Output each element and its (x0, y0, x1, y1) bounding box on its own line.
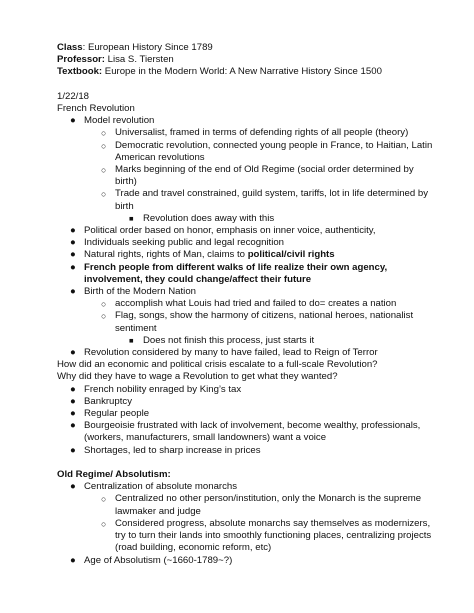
textbook-line (57, 66, 434, 78)
list-item: ■ Does not finish this process, just starts it (129, 334, 315, 346)
disc-bullet-icon: ● (70, 347, 76, 359)
list-item: ● Birth of the Modern Nation (70, 286, 196, 298)
circle-bullet-icon: ○ (101, 165, 107, 176)
topic-line: French Revolution (57, 103, 135, 114)
list-item: ● Age of Absolutism (~1660-1789~?) (70, 554, 233, 566)
list-item: ○ Centralized no other person/institution, only the Monarch is the supreme lawmaker and judge (101, 493, 422, 517)
disc-bullet-icon: ● (70, 286, 76, 298)
list-item: ● Political order based on honor, emphasis on inner voice, authenticity, (70, 225, 376, 237)
circle-bullet-icon: ○ (101, 494, 107, 505)
professor-line (57, 54, 434, 66)
disc-bullet-icon: ● (70, 383, 76, 395)
disc-bullet-icon: ● (70, 237, 76, 249)
list-item: ○ accomplish what Louis had tried and failed to do= creates a nation (101, 298, 397, 310)
absolutism-list (57, 481, 434, 566)
circle-bullet-icon: ○ (101, 518, 107, 529)
professor-value: Lisa S. Tiersten (104, 54, 174, 66)
class-line (57, 42, 434, 54)
disc-bullet-icon: ● (70, 395, 76, 407)
list-item: ● Natural rights, rights of Man, claims to political/civil rights (70, 249, 335, 261)
spacer (57, 457, 434, 469)
list-item: ● Model revolution (70, 115, 155, 127)
spacer (57, 79, 434, 91)
list-item: ○ Considered progress, absolute monarchs say themselves as modernizers, try to turn their lands into smoothly functioning places, centralizing projects (road building, economic reform, etc) (101, 517, 432, 554)
circle-bullet-icon: ○ (101, 140, 107, 151)
list-item: ● Revolution considered by many to have failed, lead to Reign of Terror (70, 347, 378, 359)
disc-bullet-icon: ● (70, 481, 76, 493)
disc-bullet-icon: ● (70, 444, 76, 456)
circle-bullet-icon: ○ (101, 128, 107, 139)
list-item: ○ Universalist, framed in terms of defending rights of all people (theory) (101, 127, 409, 139)
list-item: ○ Democratic revolution, connected young people in France, to Haitian, Latin American revolutions (101, 139, 433, 163)
class-label: Class (57, 42, 83, 53)
list-item: ● Shortages, led to sharp increase in prices (70, 444, 261, 456)
notes-list (57, 115, 434, 359)
list-item: ■ Revolution does away with this (129, 212, 275, 224)
list-item: ○ Trade and travel constrained, guild system, tariffs, lot in life determined by birth (101, 188, 429, 212)
disc-bullet-icon: ● (70, 249, 76, 261)
section-heading: Old Regime/ Absolutism: (57, 469, 171, 481)
list-item: ○ Marks beginning of the end of Old Regime (social order determined by birth) (101, 164, 414, 188)
professor-label: Professor: (57, 54, 105, 66)
circle-bullet-icon: ○ (101, 299, 107, 310)
question-line: Why did they have to wage a Revolution to get what they wanted? (57, 371, 338, 383)
disc-bullet-icon: ● (70, 420, 76, 432)
disc-bullet-icon: ● (70, 225, 76, 237)
disc-bullet-icon: ● (70, 261, 76, 273)
list-item: ● Bankruptcy (70, 395, 132, 407)
disc-bullet-icon: ● (70, 115, 76, 127)
list-item: ● Centralization of absolute monarchs (70, 481, 238, 493)
square-bullet-icon: ■ (129, 213, 134, 223)
date-line: 1/22/18 (57, 90, 90, 102)
list-item: ○ Flag, songs, show the harmony of citizens, national heroes, nationalist sentiment (101, 310, 414, 334)
list-item: ● French people from different walks of life realize their own agency, involvement, they could change/affect their future (70, 261, 388, 285)
list-item: ● Bourgeoisie frustrated with lack of involvement, become wealthy, professionals, (workers, manufacturers, small landowners) want a voice (70, 420, 421, 444)
disc-bullet-icon: ● (70, 408, 76, 420)
list-item: ● Individuals seeking public and legal recognition (70, 237, 285, 249)
list-item: ● French nobility enraged by King’s tax (70, 383, 242, 395)
class-value: : European History Since 1789 (82, 42, 213, 53)
circle-bullet-icon: ○ (101, 311, 107, 322)
list-item: ● Regular people (70, 408, 150, 420)
disc-bullet-icon: ● (70, 554, 76, 566)
square-bullet-icon: ■ (129, 335, 134, 345)
circle-bullet-icon: ○ (101, 189, 107, 200)
question-line: How did an economic and political crisis escalate to a full-scale Revolution? (57, 359, 378, 371)
textbook-value: Europe in the Modern World: A New Narrative History Since 1500 (102, 66, 382, 78)
textbook-label: Textbook: (57, 66, 103, 78)
answers-list (57, 384, 434, 457)
